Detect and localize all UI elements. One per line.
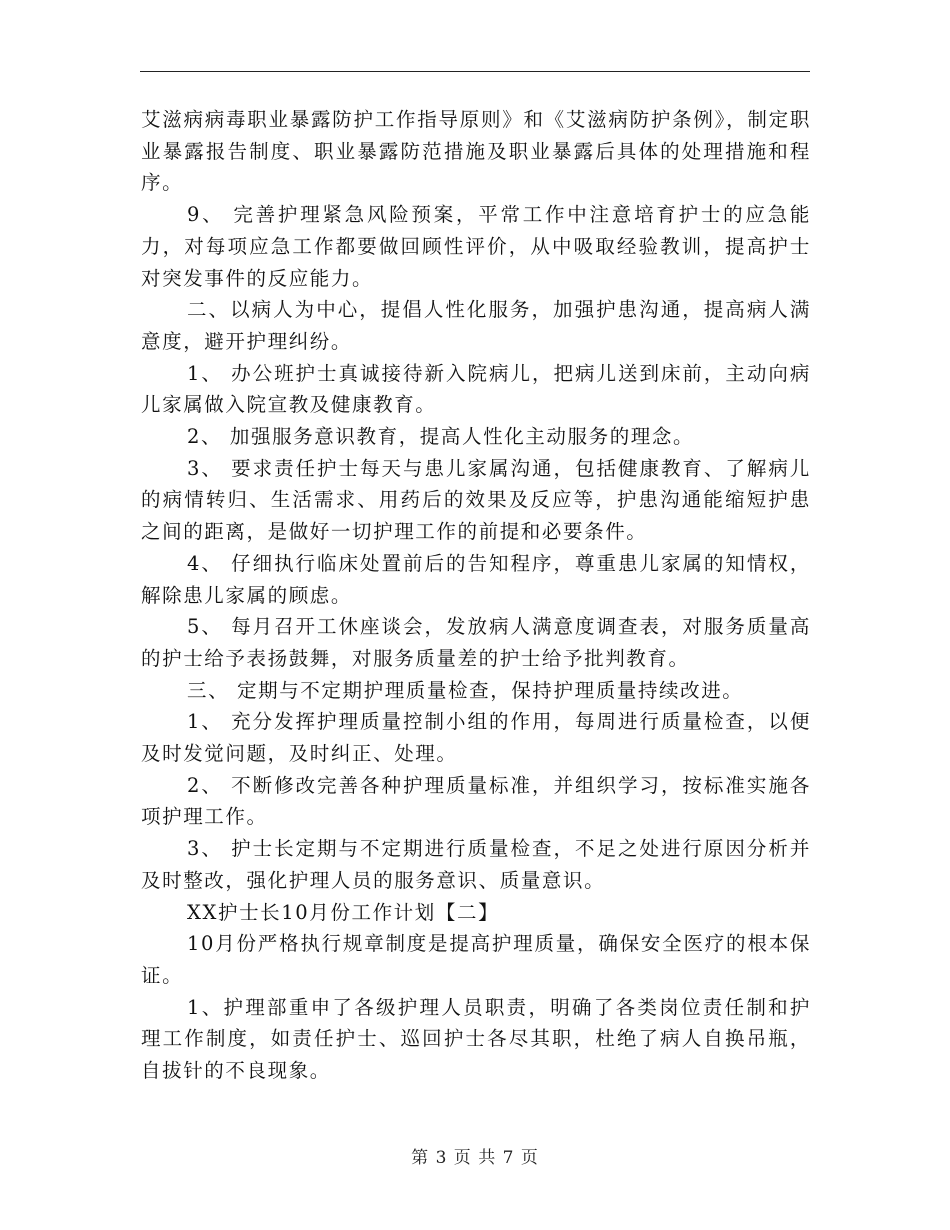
paragraph: 5、 每月召开工休座谈会，发放病人满意度调查表，对服务质量高的护士给予表扬鼓舞，对服务质量差的护士给予批判教育。 [141, 615, 811, 670]
current-page-number: 3 [435, 1148, 448, 1168]
paragraph: 2、 加强服务意识教育，提高人性化主动服务的理念。 [187, 425, 695, 449]
section-heading: 二、以病人为中心，提倡人性化服务，加强护患沟通，提高病人满意度，避开护理纠纷。 [141, 298, 811, 353]
paragraph: 3、 护士长定期与不定期进行质量检查，不足之处进行原因分析并及时整改，强化护理人员的服务意识、质量意识。 [141, 837, 811, 892]
paragraph: 10月份严格执行规章制度是提高护理质量，确保安全医疗的根本保证。 [141, 932, 811, 987]
section-heading: 三、 定期与不定期护理质量检查，保持护理质量持续改进。 [187, 678, 744, 702]
footer-suffix: 页 [520, 1148, 539, 1168]
header-rule [140, 71, 810, 72]
footer-middle: 页 共 [453, 1148, 497, 1168]
document-body [141, 104, 811, 1087]
paragraph: 1、护理部重申了各级护理人员职责，明确了各类岗位责任制和护理工作制度，如责任护士、巡回护士各尽其职，杜绝了病人自换吊瓶，自拔针的不良现象。 [141, 995, 811, 1083]
paragraph: 3、 要求责任护士每天与患儿家属沟通，包括健康教育、了解病儿的病情转归、生活需求、用药后的效果及反应等，护患沟通能缩短护患之间的距离，是做好一切护理工作的前提和必要条件。 [141, 456, 811, 544]
paragraph: 4、 仔细执行临床处置前后的告知程序，尊重患儿家属的知情权，解除患儿家属的顾虑。 [141, 551, 811, 607]
paragraph: 9、 完善护理紧急风险预案，平常工作中注意培育护士的应急能力，对每项应急工作都要做回顾性评价，从中吸取经验教训，提高护士对突发事件的反应能力。 [141, 203, 811, 290]
paragraph: 艾滋病病毒职业暴露防护工作指导原则》和《艾滋病防护条例》，制定职业暴露报告制度、职业暴露防范措施及职业暴露后具体的处理措施和程序。 [141, 108, 811, 195]
total-pages-number: 7 [502, 1148, 515, 1168]
footer-prefix: 第 [411, 1148, 430, 1168]
paragraph: 2、 不断修改完善各种护理质量标准，并组织学习，按标准实施各项护理工作。 [141, 773, 811, 829]
paragraph: 1、 充分发挥护理质量控制小组的作用，每周进行质量检查，以便及时发觉问题，及时纠正、处理。 [141, 710, 811, 766]
subtitle: XX护士长10月份工作计划【二】 [187, 900, 500, 924]
paragraph: 1、 办公班护士真诚接待新入院病儿，把病儿送到床前，主动向病儿家属做入院宣教及健康教育。 [141, 361, 811, 417]
page-footer [0, 1143, 950, 1168]
